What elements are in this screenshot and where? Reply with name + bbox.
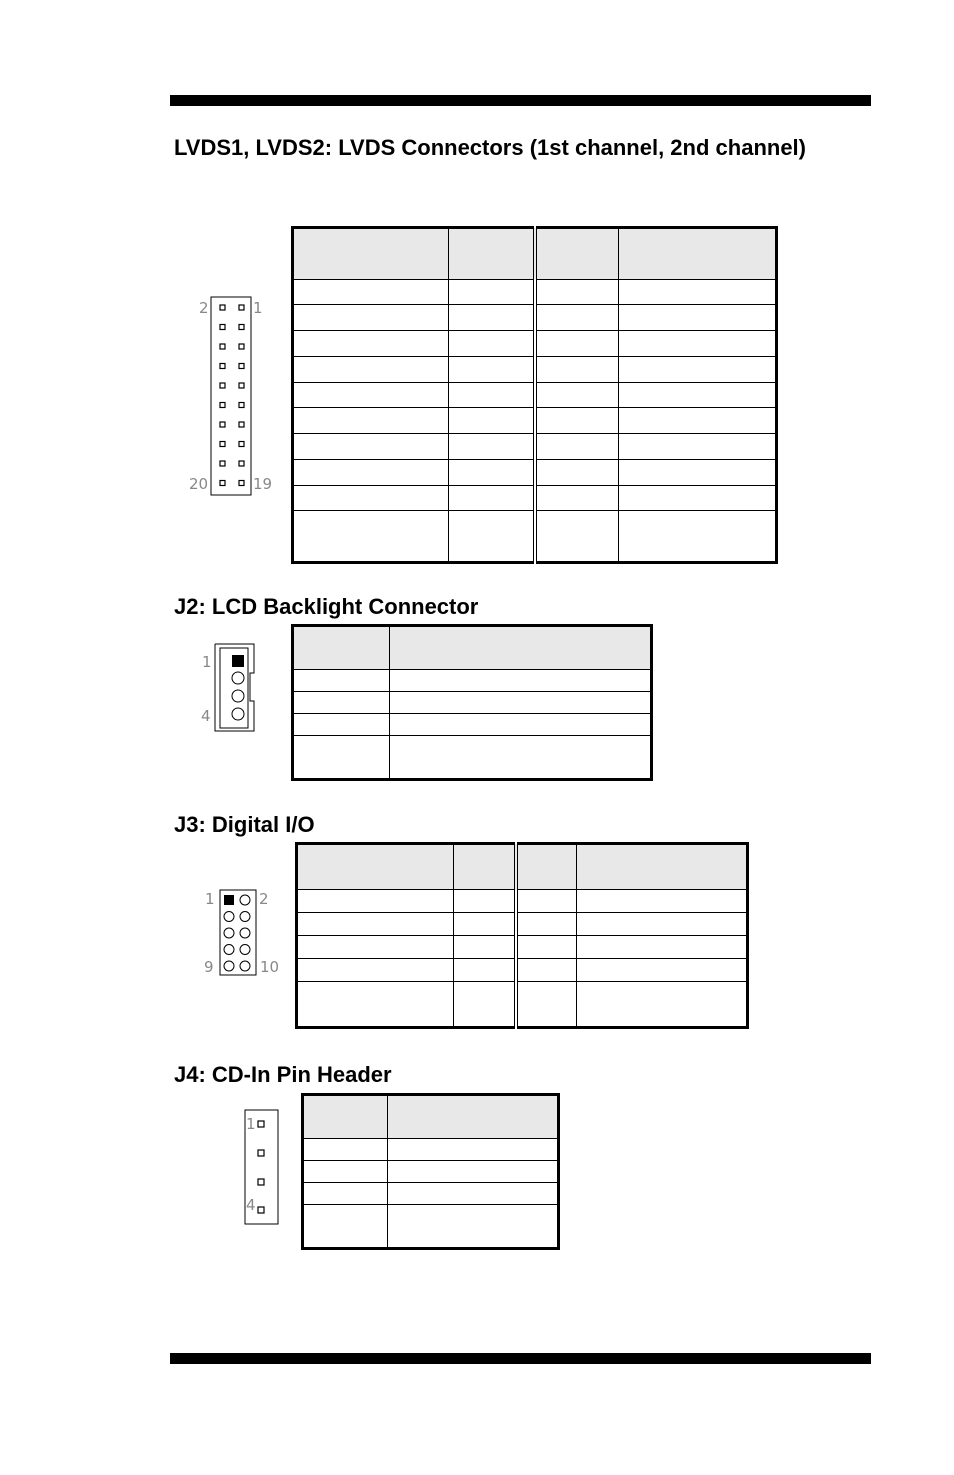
table-row xyxy=(293,356,777,382)
table-row xyxy=(293,511,777,563)
table-row xyxy=(293,382,777,408)
j3-pin-label-2: 2 xyxy=(259,890,269,908)
j2-pin-label-1: 1 xyxy=(202,653,212,671)
bottom-rule xyxy=(170,1353,871,1364)
table-header-row xyxy=(297,844,748,890)
table-row xyxy=(297,982,748,1028)
table-row xyxy=(297,913,748,936)
j3-connector-diagram xyxy=(216,888,260,978)
table-row xyxy=(293,434,777,460)
table-row xyxy=(297,890,748,913)
j4-pin-label-1: 1 xyxy=(246,1115,256,1133)
table-row xyxy=(293,305,777,331)
j4-heading: J4: CD-In Pin Header xyxy=(174,1062,392,1087)
lvds-heading: LVDS1, LVDS2: LVDS Connectors (1st channel, 2nd channel) xyxy=(174,135,806,160)
table-header-row xyxy=(293,626,652,670)
table-row xyxy=(297,936,748,959)
table-row xyxy=(297,959,748,982)
table-row xyxy=(293,279,777,305)
j2-pin-label-4: 4 xyxy=(201,707,211,725)
table-row xyxy=(293,692,652,714)
table-row xyxy=(293,408,777,434)
table-row xyxy=(303,1139,559,1161)
table-row xyxy=(293,485,777,511)
table-header-row xyxy=(303,1095,559,1139)
j2-connector-diagram xyxy=(210,642,260,734)
j3-heading: J3: Digital I/O xyxy=(174,812,315,837)
j4-pin-table xyxy=(301,1093,560,1250)
table-row xyxy=(293,714,652,736)
lvds-pin-label-1: 1 xyxy=(253,299,263,317)
table-row xyxy=(303,1205,559,1249)
table-row xyxy=(303,1161,559,1183)
table-row xyxy=(293,670,652,692)
lvds-pin-label-20: 20 xyxy=(189,475,209,493)
lvds-connector-diagram xyxy=(185,293,285,503)
table-row xyxy=(293,736,652,780)
j4-pin-label-4: 4 xyxy=(246,1196,256,1214)
j3-pin-label-10: 10 xyxy=(260,958,280,976)
top-rule xyxy=(170,95,871,106)
lvds-pin-label-19: 19 xyxy=(253,475,273,493)
j3-pin-table xyxy=(295,842,749,1029)
table-row xyxy=(293,459,777,485)
j3-pin-label-9: 9 xyxy=(204,958,214,976)
lvds-pin-table xyxy=(291,226,778,564)
j3-pin-label-1: 1 xyxy=(205,890,215,908)
j2-heading: J2: LCD Backlight Connector xyxy=(174,594,479,619)
table-row xyxy=(303,1183,559,1205)
lvds-pin-label-2: 2 xyxy=(199,299,209,317)
j2-pin-table xyxy=(291,624,653,781)
table-header-row xyxy=(293,228,777,280)
table-row xyxy=(293,331,777,357)
